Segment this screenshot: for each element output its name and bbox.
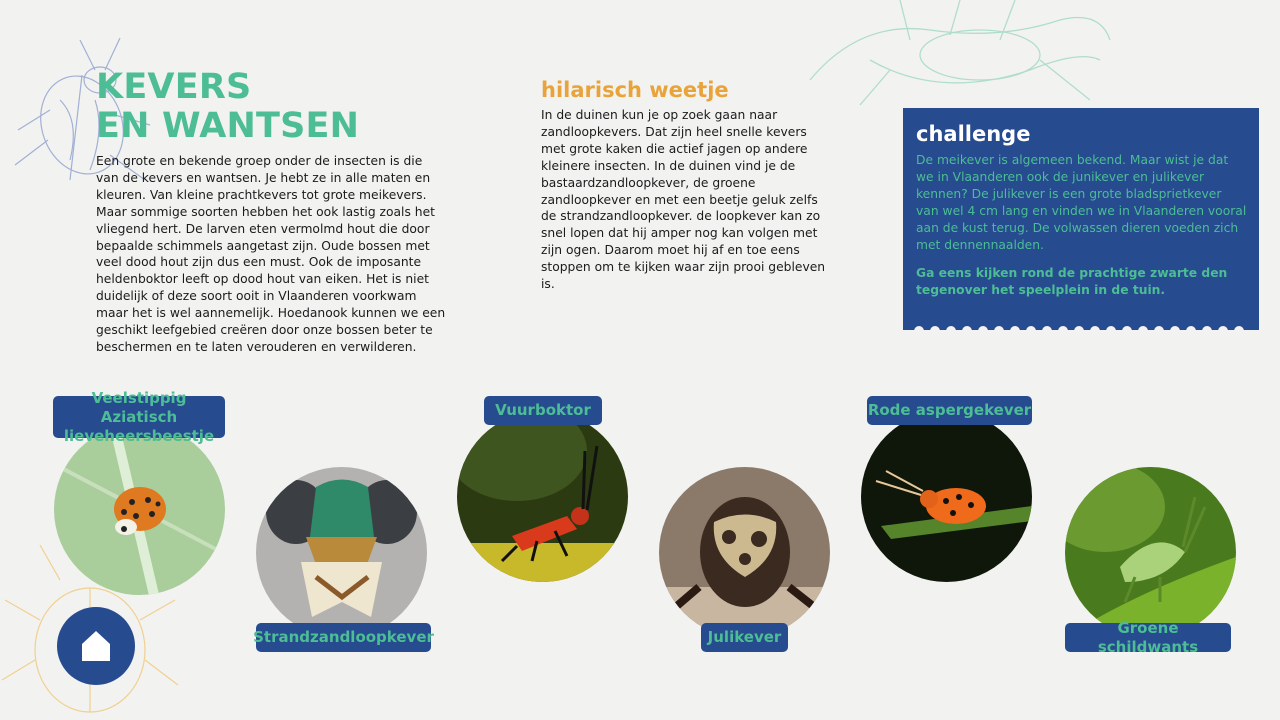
tag-vuurboktor[interactable]: Vuurboktor <box>484 396 602 425</box>
beetle-sketch-top-right <box>800 0 1120 110</box>
photo-groene-schildwants[interactable] <box>1065 467 1236 638</box>
weetje-text: In de duinen kun je op zoek gaan naar zandloopkevers. Dat zijn heel snelle kevers met grote kaken die actief jagen op andere kleinere insecten. In de duinen vind je de bastaardzandloopkever, de groene zandloopkever en met een beetje geluk zelfs de strandzandloopkever. de loopkever kan zo snel lopen dat hij amper nog kan volgen met zijn ogen. Daarom moet hij af en toe eens stoppen om te kijken waar zijn prooi gebleven is. <box>541 108 826 292</box>
tag-groene-schildwants[interactable]: Groene schildwants <box>1065 623 1231 652</box>
photo-strandzandloopkever[interactable] <box>256 467 427 638</box>
scalloped-edge <box>903 326 1259 336</box>
tag-julikever[interactable]: Julikever <box>701 623 788 652</box>
challenge-text: De meikever is algemeen bekend. Maar wist je dat we in Vlaanderen ook de junikever en julikever kennen? De julikever is een grote bladsprietkever van wel 4 cm lang en vinden we in Vlaanderen vooral aan de kust terug. De volwassen dieren voeden zich met dennennaalden. <box>916 153 1247 252</box>
tag-lieveheersbeestje[interactable]: Veelstippig Aziatisch lieveheersbeestje <box>53 396 225 438</box>
photo-julikever[interactable] <box>659 467 830 638</box>
tag-strandzandloopkever[interactable]: Strandzandloopkever <box>256 623 431 652</box>
home-icon <box>76 626 116 666</box>
intro-text: Een grote en bekende groep onder de insecten is die van de kevers en wantsen. Je hebt ze in alle maten en kleuren. Van kleine prachtkevers tot grote meikevers. Maar sommige soorten hebben het ook lastig zoals het vliegend hert. De larven eten vermolmd hout die door bepaalde schimmels aangetast zijn. Oude bossen met veel dood hout zijn dus een must. Ook de imposante heldenboktor leeft op dood hout van eiken. Het is niet duidelijk of deze soort ooit in Vlaanderen voorkwam maar het is wel aannemelijk. Hoedanook kunnen we een geschikt leefgebied creëren door onze bossen beter te beschermen en te laten verouderen en verwilderen. <box>96 154 446 354</box>
photo-vuurboktor[interactable] <box>457 411 628 582</box>
photo-rode-aspergekever[interactable] <box>861 411 1032 582</box>
challenge-title: challenge <box>916 122 1031 146</box>
page-title <box>96 68 359 146</box>
home-button[interactable] <box>57 607 135 685</box>
challenge-cta: Ga eens kijken rond de prachtige zwarte den tegenover het speelplein in de tuin. <box>916 266 1228 298</box>
photo-lieveheersbeestje[interactable] <box>54 424 225 595</box>
title-line-2: EN WANTSEN <box>96 106 360 146</box>
tag-rode-aspergekever[interactable]: Rode aspergekever <box>867 396 1032 425</box>
title-line-1: KEVERS <box>96 67 252 107</box>
challenge-box <box>903 108 1259 330</box>
weetje-title: hilarisch weetje <box>541 78 729 102</box>
